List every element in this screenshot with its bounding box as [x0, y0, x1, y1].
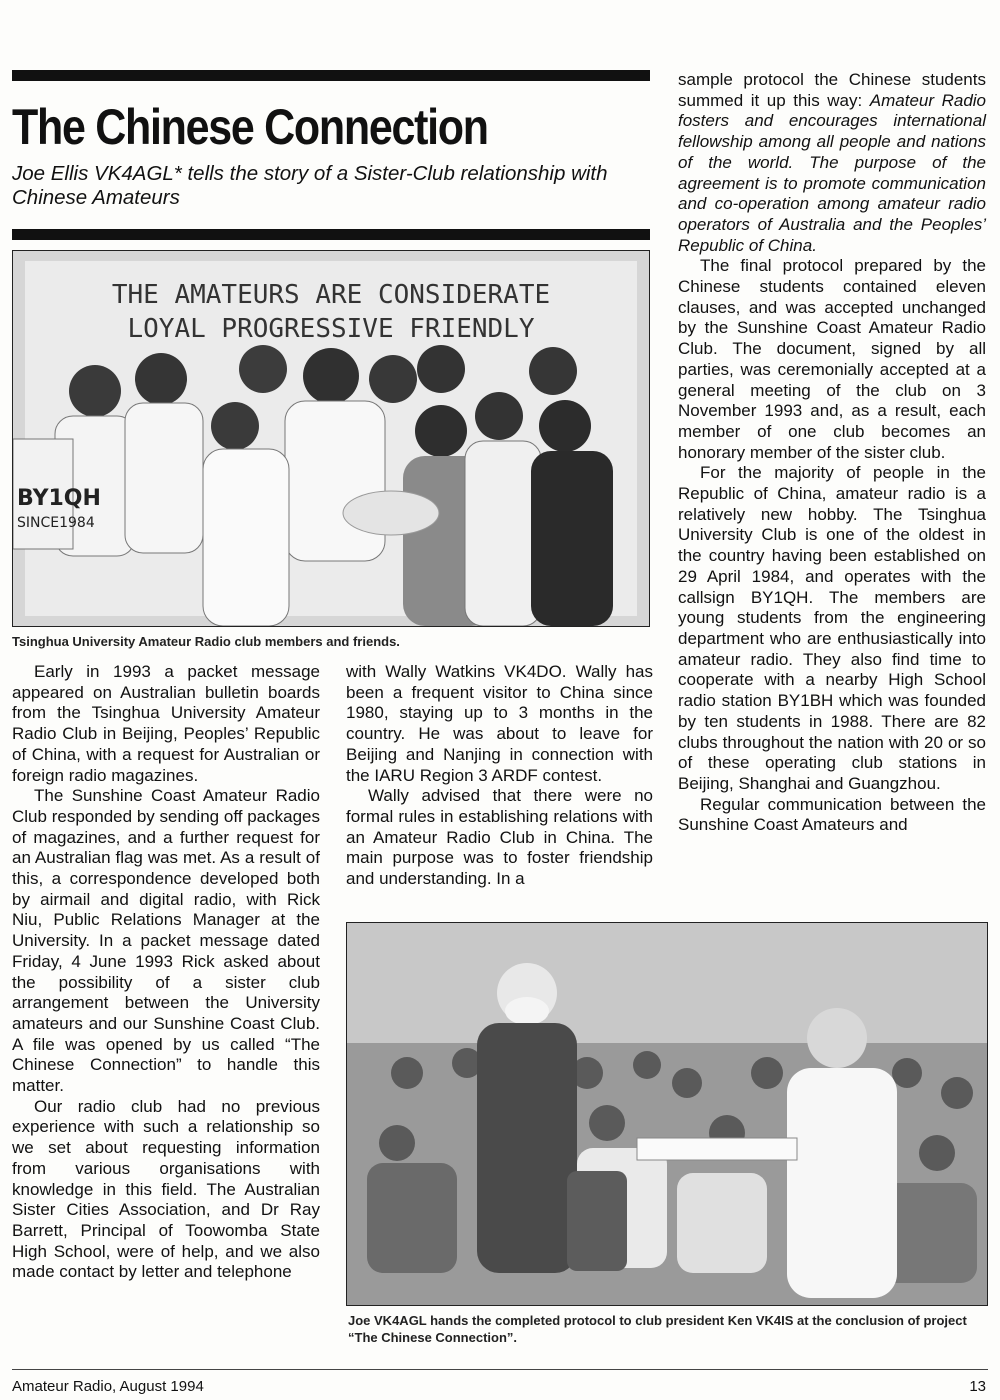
banner-text-line2: LOYAL PROGRESSIVE FRIENDLY: [127, 314, 535, 344]
col3-paragraph-1: [678, 70, 986, 256]
footer-rule: [12, 1369, 988, 1370]
shirt-callsign-text: BY1QH: [17, 486, 101, 511]
top-rule: [12, 70, 650, 81]
column-3: [678, 70, 986, 836]
footer-page-number: 13: [969, 1378, 986, 1395]
col1-paragraph-1: Early in 1993 a packet message appeared on Australian bulletin boards from the Tsinghua University Amateur Radio Club in Beijing, Peoples’ Republic of China, with a request for Australian or foreign radio magazines.: [12, 662, 320, 785]
col3-paragraph-3: For the majority of people in the Republic of China, amateur radio is a relatively new hobby. The Tsinghua University Club is one of the oldest in the country having been established on 29 April 1984, and operates with the callsign BY1QH. The members are young students from the engineering department who are enthusiastically into amateur radio. They also find time to cooperate with a nearby High School radio station BY1BH which was founded by ten students in 1988. There are 82 clubs throughout the nation with 20 or so of these operating club stations in Beijing, Shanghai and Guangzhou.: [678, 463, 986, 793]
shirt-since-text: SINCE1984: [17, 515, 95, 531]
footer-publication: Amateur Radio, August 1994: [12, 1378, 204, 1395]
subtitle-rule: [12, 229, 650, 240]
protocol-handover-photo: [346, 922, 988, 1306]
col1-paragraph-2: The Sunshine Coast Amateur Radio Club responded by sending off packages of magazines, and a further request for an Australian flag was met. As a result of this, a correspondence developed both by airmail and digital radio, with Rick Niu, Public Relations Manager at the University. In a packet message dated Friday, 4 June 1993 Rick asked about the possibility of a sister club arrangement between the University amateurs and our Sunshine Coast Club. A file was opened by us called “The Chinese Connection” to handle this matter.: [12, 786, 320, 1096]
col3-paragraph-4: Regular communication between the Sunshine Coast Amateurs and: [678, 794, 986, 835]
col2-paragraph-1: with Wally Watkins VK4DO. Wally has been a frequent visitor to China since 1980, staying up to 3 months in the country. He was about to leave for Beijing and Nanjing in connection with the IARU Region 3 ARDF contest.: [346, 662, 653, 785]
col1-paragraph-3: Our radio club had no previous experience with such a relationship so we set about requesting information from various organisations with knowledge in this field. The Australian Sister Cities Association, and Dr Ray Barrett, Principal of Toowomba State High School, were of help, and we also made contact by letter and telephone: [12, 1096, 320, 1282]
club-members-photo-graphic: [13, 251, 649, 626]
photo1-caption: Tsinghua University Amateur Radio club members and friends.: [12, 634, 400, 649]
col2-paragraph-2: Wally advised that there were no formal rules in establishing relations with an Amateur Radio Club in China. The main purpose was to foster friendship and understanding. In a: [346, 786, 653, 889]
banner-text-line1: THE AMATEURS ARE CONSIDERATE: [111, 280, 551, 310]
article-title: The Chinese Connection: [12, 99, 488, 155]
column-1: [12, 662, 320, 1283]
col3-quote-lead: sample protocol the Chinese students summed it up this way:: [678, 70, 986, 110]
photo2-caption: Joe VK4AGL hands the completed protocol to club president Ken VK4IS at the conclusion of project “The Chinese Connection”.: [348, 1313, 967, 1345]
col3-paragraph-2: The final protocol prepared by the Chinese students contained eleven clauses, and was accepted unchanged by the Sunshine Coast Amateur Radio Club. The document, signed by all parties, was ceremonially accepted at a general meeting of the club on 3 November 1993 and, as a result, each member of one club becomes an honorary member of the sister club.: [678, 256, 986, 462]
protocol-handover-photo-graphic: [347, 923, 987, 1305]
col3-quote: Amateur Radio fosters and encourages international fellowship among all people and nations of the world. The purpose of the agreement is to promote communication and co-operation among amateur radio operators of Australia and the Peoples’ Republic of China.: [678, 90, 987, 255]
article-subtitle: Joe Ellis VK4AGL* tells the story of a Sister-Club relationship with Chinese Amateurs: [12, 162, 608, 209]
column-2: [346, 662, 653, 890]
chair: [567, 1171, 627, 1271]
protocol-document: [637, 1138, 797, 1160]
club-members-photo: [12, 250, 650, 627]
